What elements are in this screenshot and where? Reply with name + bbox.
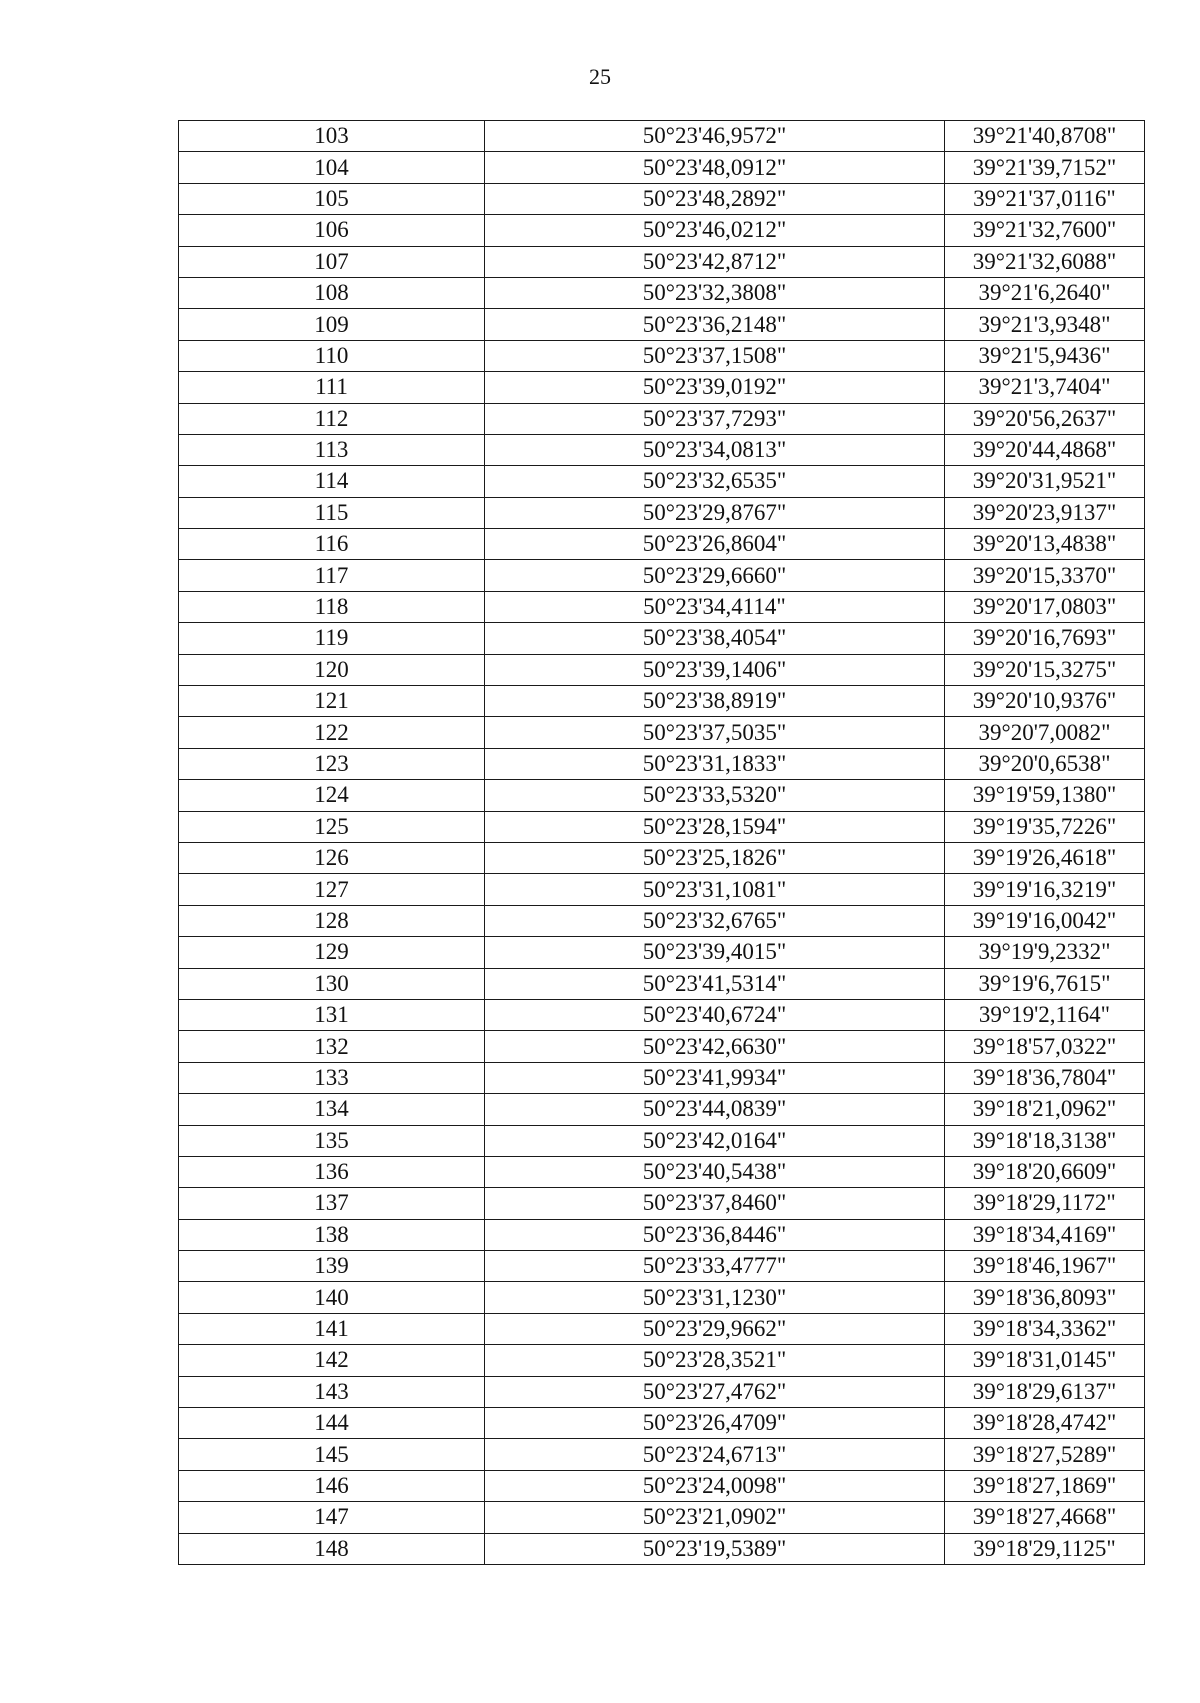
point-number-cell: 141 — [179, 1313, 485, 1344]
table-row — [179, 309, 1145, 340]
latitude-cell: 50°23'48,0912" — [485, 152, 945, 183]
longitude-cell: 39°21'3,9348" — [945, 309, 1145, 340]
point-number-cell: 125 — [179, 811, 485, 842]
point-number-cell: 110 — [179, 340, 485, 371]
latitude-cell: 50°23'28,3521" — [485, 1345, 945, 1376]
point-number-cell: 115 — [179, 497, 485, 528]
point-number-cell: 108 — [179, 277, 485, 308]
point-number-cell: 127 — [179, 874, 485, 905]
point-number-cell: 132 — [179, 1031, 485, 1062]
latitude-cell: 50°23'41,9934" — [485, 1062, 945, 1093]
longitude-cell: 39°20'0,6538" — [945, 748, 1145, 779]
point-number-cell: 130 — [179, 968, 485, 999]
longitude-cell: 39°18'36,7804" — [945, 1062, 1145, 1093]
table-row — [179, 1533, 1145, 1564]
longitude-cell: 39°18'57,0322" — [945, 1031, 1145, 1062]
longitude-cell: 39°21'39,7152" — [945, 152, 1145, 183]
longitude-cell: 39°18'46,1967" — [945, 1251, 1145, 1282]
point-number-cell: 128 — [179, 905, 485, 936]
point-number-cell: 120 — [179, 654, 485, 685]
latitude-cell: 50°23'32,6535" — [485, 466, 945, 497]
latitude-cell: 50°23'24,0098" — [485, 1470, 945, 1501]
table-row — [179, 1502, 1145, 1533]
latitude-cell: 50°23'41,5314" — [485, 968, 945, 999]
longitude-cell: 39°18'29,1125" — [945, 1533, 1145, 1564]
point-number-cell: 106 — [179, 215, 485, 246]
point-number-cell: 145 — [179, 1439, 485, 1470]
table-row — [179, 1376, 1145, 1407]
longitude-cell: 39°18'21,0962" — [945, 1094, 1145, 1125]
table-row — [179, 1470, 1145, 1501]
point-number-cell: 131 — [179, 999, 485, 1030]
latitude-cell: 50°23'42,6630" — [485, 1031, 945, 1062]
point-number-cell: 123 — [179, 748, 485, 779]
latitude-cell: 50°23'32,6765" — [485, 905, 945, 936]
table-row — [179, 905, 1145, 936]
latitude-cell: 50°23'38,4054" — [485, 623, 945, 654]
latitude-cell: 50°23'37,1508" — [485, 340, 945, 371]
latitude-cell: 50°23'39,4015" — [485, 937, 945, 968]
latitude-cell: 50°23'24,6713" — [485, 1439, 945, 1470]
table-row — [179, 1313, 1145, 1344]
latitude-cell: 50°23'32,3808" — [485, 277, 945, 308]
point-number-cell: 137 — [179, 1188, 485, 1219]
longitude-cell: 39°21'3,7404" — [945, 372, 1145, 403]
latitude-cell: 50°23'37,8460" — [485, 1188, 945, 1219]
point-number-cell: 139 — [179, 1251, 485, 1282]
latitude-cell: 50°23'26,4709" — [485, 1408, 945, 1439]
table-row — [179, 466, 1145, 497]
longitude-cell: 39°19'16,3219" — [945, 874, 1145, 905]
latitude-cell: 50°23'27,4762" — [485, 1376, 945, 1407]
table-row — [179, 811, 1145, 842]
latitude-cell: 50°23'37,5035" — [485, 717, 945, 748]
longitude-cell: 39°20'15,3370" — [945, 560, 1145, 591]
point-number-cell: 146 — [179, 1470, 485, 1501]
table-row — [179, 842, 1145, 873]
table-row — [179, 1094, 1145, 1125]
latitude-cell: 50°23'34,0813" — [485, 434, 945, 465]
table-row — [179, 1251, 1145, 1282]
longitude-cell: 39°21'32,7600" — [945, 215, 1145, 246]
latitude-cell: 50°23'25,1826" — [485, 842, 945, 873]
coordinates-table — [178, 120, 1145, 1565]
latitude-cell: 50°23'48,2892" — [485, 183, 945, 214]
point-number-cell: 112 — [179, 403, 485, 434]
point-number-cell: 136 — [179, 1156, 485, 1187]
latitude-cell: 50°23'33,5320" — [485, 780, 945, 811]
latitude-cell: 50°23'40,6724" — [485, 999, 945, 1030]
longitude-cell: 39°18'18,3138" — [945, 1125, 1145, 1156]
latitude-cell: 50°23'21,0902" — [485, 1502, 945, 1533]
latitude-cell: 50°23'34,4114" — [485, 591, 945, 622]
latitude-cell: 50°23'39,1406" — [485, 654, 945, 685]
longitude-cell: 39°18'36,8093" — [945, 1282, 1145, 1313]
table-row — [179, 1282, 1145, 1313]
latitude-cell: 50°23'46,9572" — [485, 121, 945, 152]
longitude-cell: 39°21'32,6088" — [945, 246, 1145, 277]
latitude-cell: 50°23'29,8767" — [485, 497, 945, 528]
table-row — [179, 1188, 1145, 1219]
longitude-cell: 39°18'27,1869" — [945, 1470, 1145, 1501]
table-row — [179, 591, 1145, 622]
latitude-cell: 50°23'37,7293" — [485, 403, 945, 434]
point-number-cell: 109 — [179, 309, 485, 340]
table-row — [179, 999, 1145, 1030]
longitude-cell: 39°18'31,0145" — [945, 1345, 1145, 1376]
latitude-cell: 50°23'46,0212" — [485, 215, 945, 246]
longitude-cell: 39°19'26,4618" — [945, 842, 1145, 873]
latitude-cell: 50°23'38,8919" — [485, 686, 945, 717]
table-row — [179, 1156, 1145, 1187]
longitude-cell: 39°20'13,4838" — [945, 529, 1145, 560]
longitude-cell: 39°18'28,4742" — [945, 1408, 1145, 1439]
table-row — [179, 152, 1145, 183]
longitude-cell: 39°18'27,4668" — [945, 1502, 1145, 1533]
longitude-cell: 39°21'5,9436" — [945, 340, 1145, 371]
latitude-cell: 50°23'29,9662" — [485, 1313, 945, 1344]
table-row — [179, 874, 1145, 905]
latitude-cell: 50°23'29,6660" — [485, 560, 945, 591]
point-number-cell: 111 — [179, 372, 485, 403]
page-number: 25 — [589, 64, 611, 89]
latitude-cell: 50°23'39,0192" — [485, 372, 945, 403]
longitude-cell: 39°20'15,3275" — [945, 654, 1145, 685]
point-number-cell: 133 — [179, 1062, 485, 1093]
longitude-cell: 39°20'7,0082" — [945, 717, 1145, 748]
point-number-cell: 117 — [179, 560, 485, 591]
longitude-cell: 39°21'40,8708" — [945, 121, 1145, 152]
longitude-cell: 39°21'37,0116" — [945, 183, 1145, 214]
table-row — [179, 560, 1145, 591]
table-row — [179, 937, 1145, 968]
point-number-cell: 143 — [179, 1376, 485, 1407]
longitude-cell: 39°19'59,1380" — [945, 780, 1145, 811]
longitude-cell: 39°18'27,5289" — [945, 1439, 1145, 1470]
longitude-cell: 39°20'17,0803" — [945, 591, 1145, 622]
point-number-cell: 124 — [179, 780, 485, 811]
longitude-cell: 39°19'2,1164" — [945, 999, 1145, 1030]
longitude-cell: 39°18'29,1172" — [945, 1188, 1145, 1219]
longitude-cell: 39°21'6,2640" — [945, 277, 1145, 308]
point-number-cell: 105 — [179, 183, 485, 214]
table-row — [179, 780, 1145, 811]
table-row — [179, 1408, 1145, 1439]
latitude-cell: 50°23'26,8604" — [485, 529, 945, 560]
longitude-cell: 39°19'35,7226" — [945, 811, 1145, 842]
point-number-cell: 140 — [179, 1282, 485, 1313]
table-row — [179, 121, 1145, 152]
point-number-cell: 147 — [179, 1502, 485, 1533]
table-row — [179, 968, 1145, 999]
latitude-cell: 50°23'42,0164" — [485, 1125, 945, 1156]
longitude-cell: 39°19'6,7615" — [945, 968, 1145, 999]
latitude-cell: 50°23'31,1833" — [485, 748, 945, 779]
longitude-cell: 39°19'16,0042" — [945, 905, 1145, 936]
longitude-cell: 39°19'9,2332" — [945, 937, 1145, 968]
table-row — [179, 654, 1145, 685]
table-row — [179, 1439, 1145, 1470]
table-row — [179, 372, 1145, 403]
table-row — [179, 246, 1145, 277]
point-number-cell: 107 — [179, 246, 485, 277]
longitude-cell: 39°18'20,6609" — [945, 1156, 1145, 1187]
table-row — [179, 717, 1145, 748]
table-row — [179, 215, 1145, 246]
longitude-cell: 39°18'34,4169" — [945, 1219, 1145, 1250]
longitude-cell: 39°20'16,7693" — [945, 623, 1145, 654]
point-number-cell: 119 — [179, 623, 485, 654]
latitude-cell: 50°23'31,1081" — [485, 874, 945, 905]
longitude-cell: 39°20'10,9376" — [945, 686, 1145, 717]
latitude-cell: 50°23'42,8712" — [485, 246, 945, 277]
longitude-cell: 39°20'56,2637" — [945, 403, 1145, 434]
point-number-cell: 104 — [179, 152, 485, 183]
point-number-cell: 103 — [179, 121, 485, 152]
point-number-cell: 126 — [179, 842, 485, 873]
longitude-cell: 39°20'31,9521" — [945, 466, 1145, 497]
longitude-cell: 39°18'29,6137" — [945, 1376, 1145, 1407]
point-number-cell: 148 — [179, 1533, 485, 1564]
table-row — [179, 403, 1145, 434]
point-number-cell: 118 — [179, 591, 485, 622]
latitude-cell: 50°23'31,1230" — [485, 1282, 945, 1313]
table-row — [179, 529, 1145, 560]
table-row — [179, 623, 1145, 654]
table-row — [179, 340, 1145, 371]
table-row — [179, 1125, 1145, 1156]
table-row — [179, 1219, 1145, 1250]
latitude-cell: 50°23'40,5438" — [485, 1156, 945, 1187]
table-row — [179, 686, 1145, 717]
longitude-cell: 39°20'44,4868" — [945, 434, 1145, 465]
point-number-cell: 122 — [179, 717, 485, 748]
latitude-cell: 50°23'28,1594" — [485, 811, 945, 842]
table-row — [179, 183, 1145, 214]
point-number-cell: 129 — [179, 937, 485, 968]
point-number-cell: 121 — [179, 686, 485, 717]
point-number-cell: 113 — [179, 434, 485, 465]
point-number-cell: 144 — [179, 1408, 485, 1439]
latitude-cell: 50°23'33,4777" — [485, 1251, 945, 1282]
longitude-cell: 39°18'34,3362" — [945, 1313, 1145, 1344]
latitude-cell: 50°23'36,2148" — [485, 309, 945, 340]
point-number-cell: 142 — [179, 1345, 485, 1376]
table-row — [179, 748, 1145, 779]
table-row — [179, 1345, 1145, 1376]
longitude-cell: 39°20'23,9137" — [945, 497, 1145, 528]
table-row — [179, 1062, 1145, 1093]
point-number-cell: 138 — [179, 1219, 485, 1250]
point-number-cell: 135 — [179, 1125, 485, 1156]
table-row — [179, 497, 1145, 528]
table-row — [179, 1031, 1145, 1062]
latitude-cell: 50°23'19,5389" — [485, 1533, 945, 1564]
point-number-cell: 116 — [179, 529, 485, 560]
coordinates-table-body — [179, 121, 1145, 1565]
table-row — [179, 434, 1145, 465]
point-number-cell: 134 — [179, 1094, 485, 1125]
point-number-cell: 114 — [179, 466, 485, 497]
latitude-cell: 50°23'36,8446" — [485, 1219, 945, 1250]
table-row — [179, 277, 1145, 308]
latitude-cell: 50°23'44,0839" — [485, 1094, 945, 1125]
